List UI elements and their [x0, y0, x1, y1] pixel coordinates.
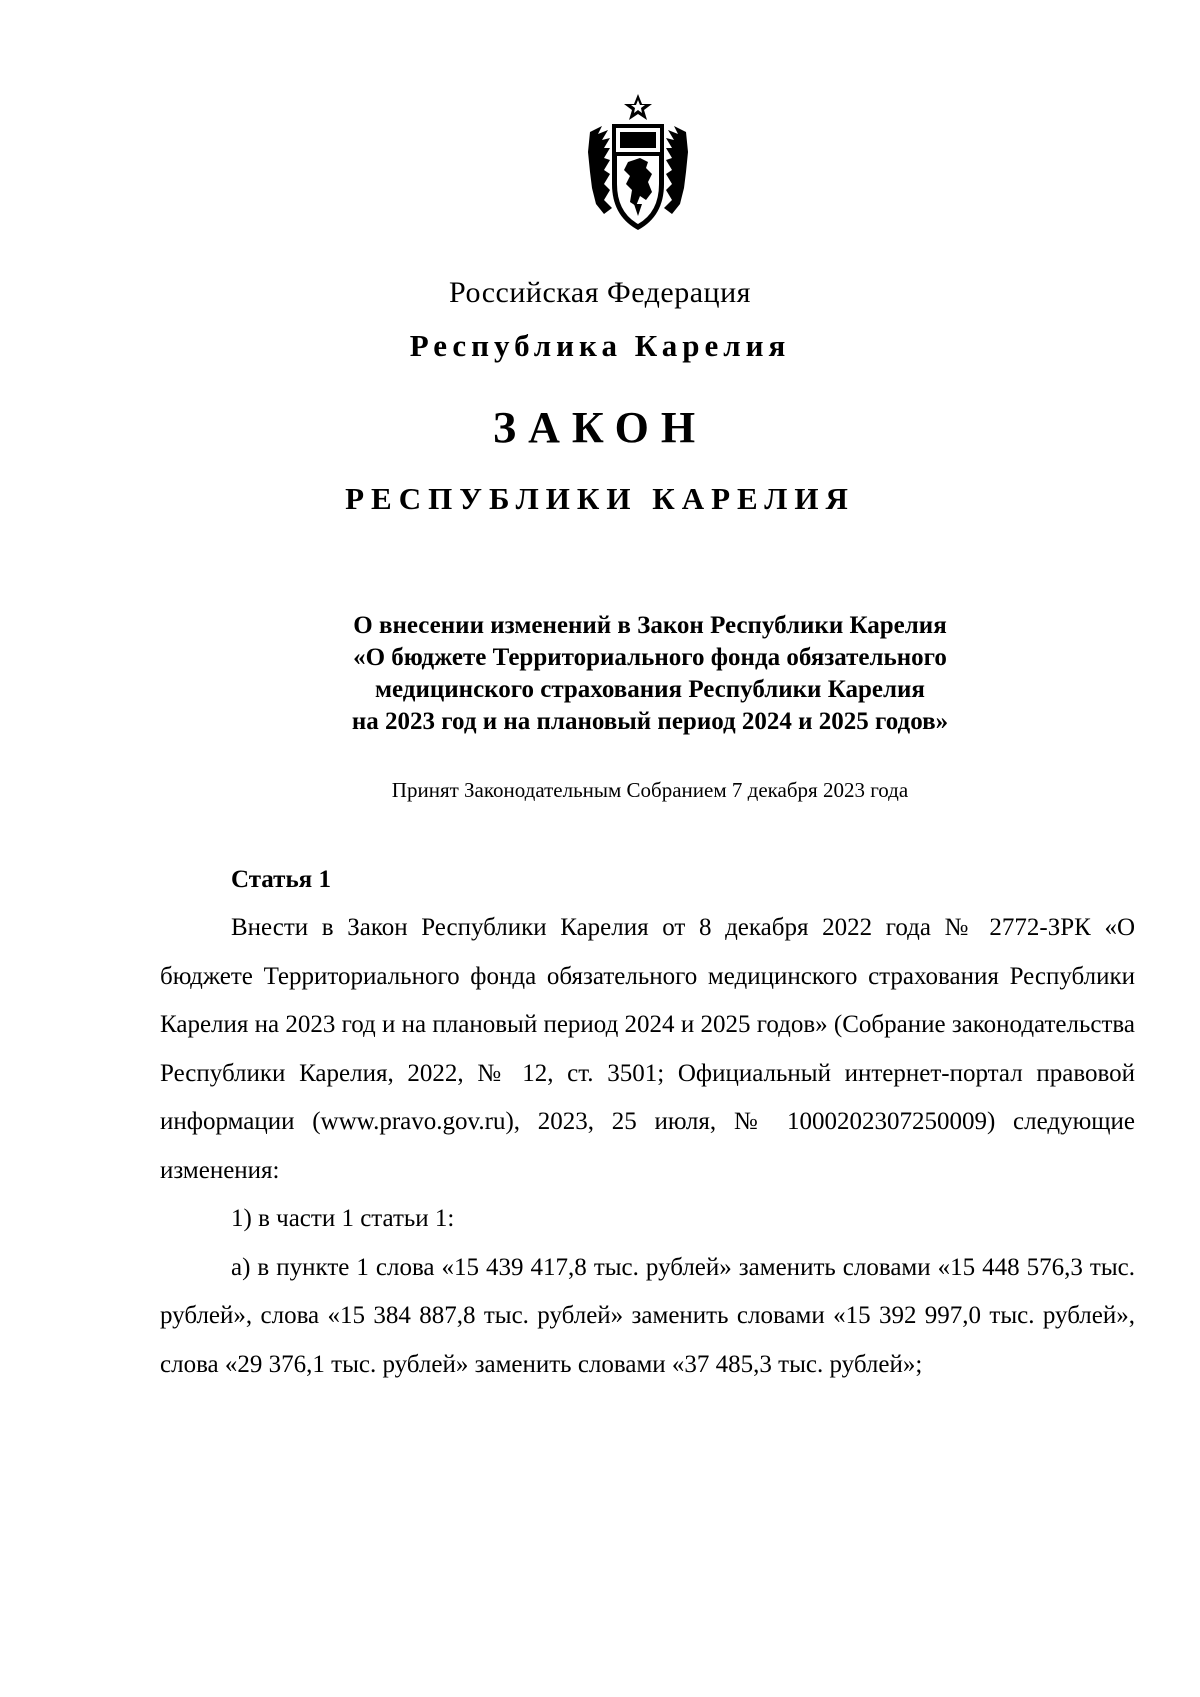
document-title-line: О внесении изменений в Закон Республики Карелия [353, 612, 947, 639]
article-paragraph: Внести в Закон Республики Карелия от 8 декабря 2022 года № 2772-ЗРК «О бюджете Территориального фонда обязательного медицинского страхования Республики Карелия на 2023 год и на плановый период 2024 и 2025 годов» (Собрание законодательства Республики Карелия, 2022, № 12, ст. 3501; Официальный интернет-портал правовой информации (www.pravo.gov.ru), 2023, 25 июля, № 1000202307250009) следующие изменения: [160, 914, 1135, 1184]
document-title-line: «О бюджете Территориального фонда обязательного [353, 644, 947, 671]
coat-of-arms-icon [582, 92, 694, 240]
republic-name: Республика Карелия [409, 328, 791, 363]
document-title-line: на 2023 год и на плановый период 2024 и 2025 годов» [351, 708, 949, 735]
document-title-line: медицинского страхования Республики Карелия [375, 676, 925, 703]
country-name: Российская Федерация [449, 276, 751, 309]
adoption-note: Принят Законодательным Собранием 7 декабря 2023 года [391, 778, 909, 802]
article-paragraph: а) в пункте 1 слова «15 439 417,8 тыс. рублей» заменить словами «15 448 576,3 тыс. рублей», слова «15 384 887,8 тыс. рублей» заменить словами «15 392 997,0 тыс. рублей», слова «29 376,1 тыс. рублей» заменить словами «37 485,3 тыс. рублей»; [160, 1253, 1135, 1378]
article-paragraph: 1) в части 1 статьи 1: [231, 1205, 455, 1232]
law-subtitle: РЕСПУБЛИКИ КАРЕЛИЯ [345, 481, 855, 516]
law-title: ЗАКОН [492, 403, 708, 452]
article-body [160, 904, 1135, 1389]
document-title [200, 610, 1100, 738]
article-heading: Статья 1 [231, 866, 331, 893]
